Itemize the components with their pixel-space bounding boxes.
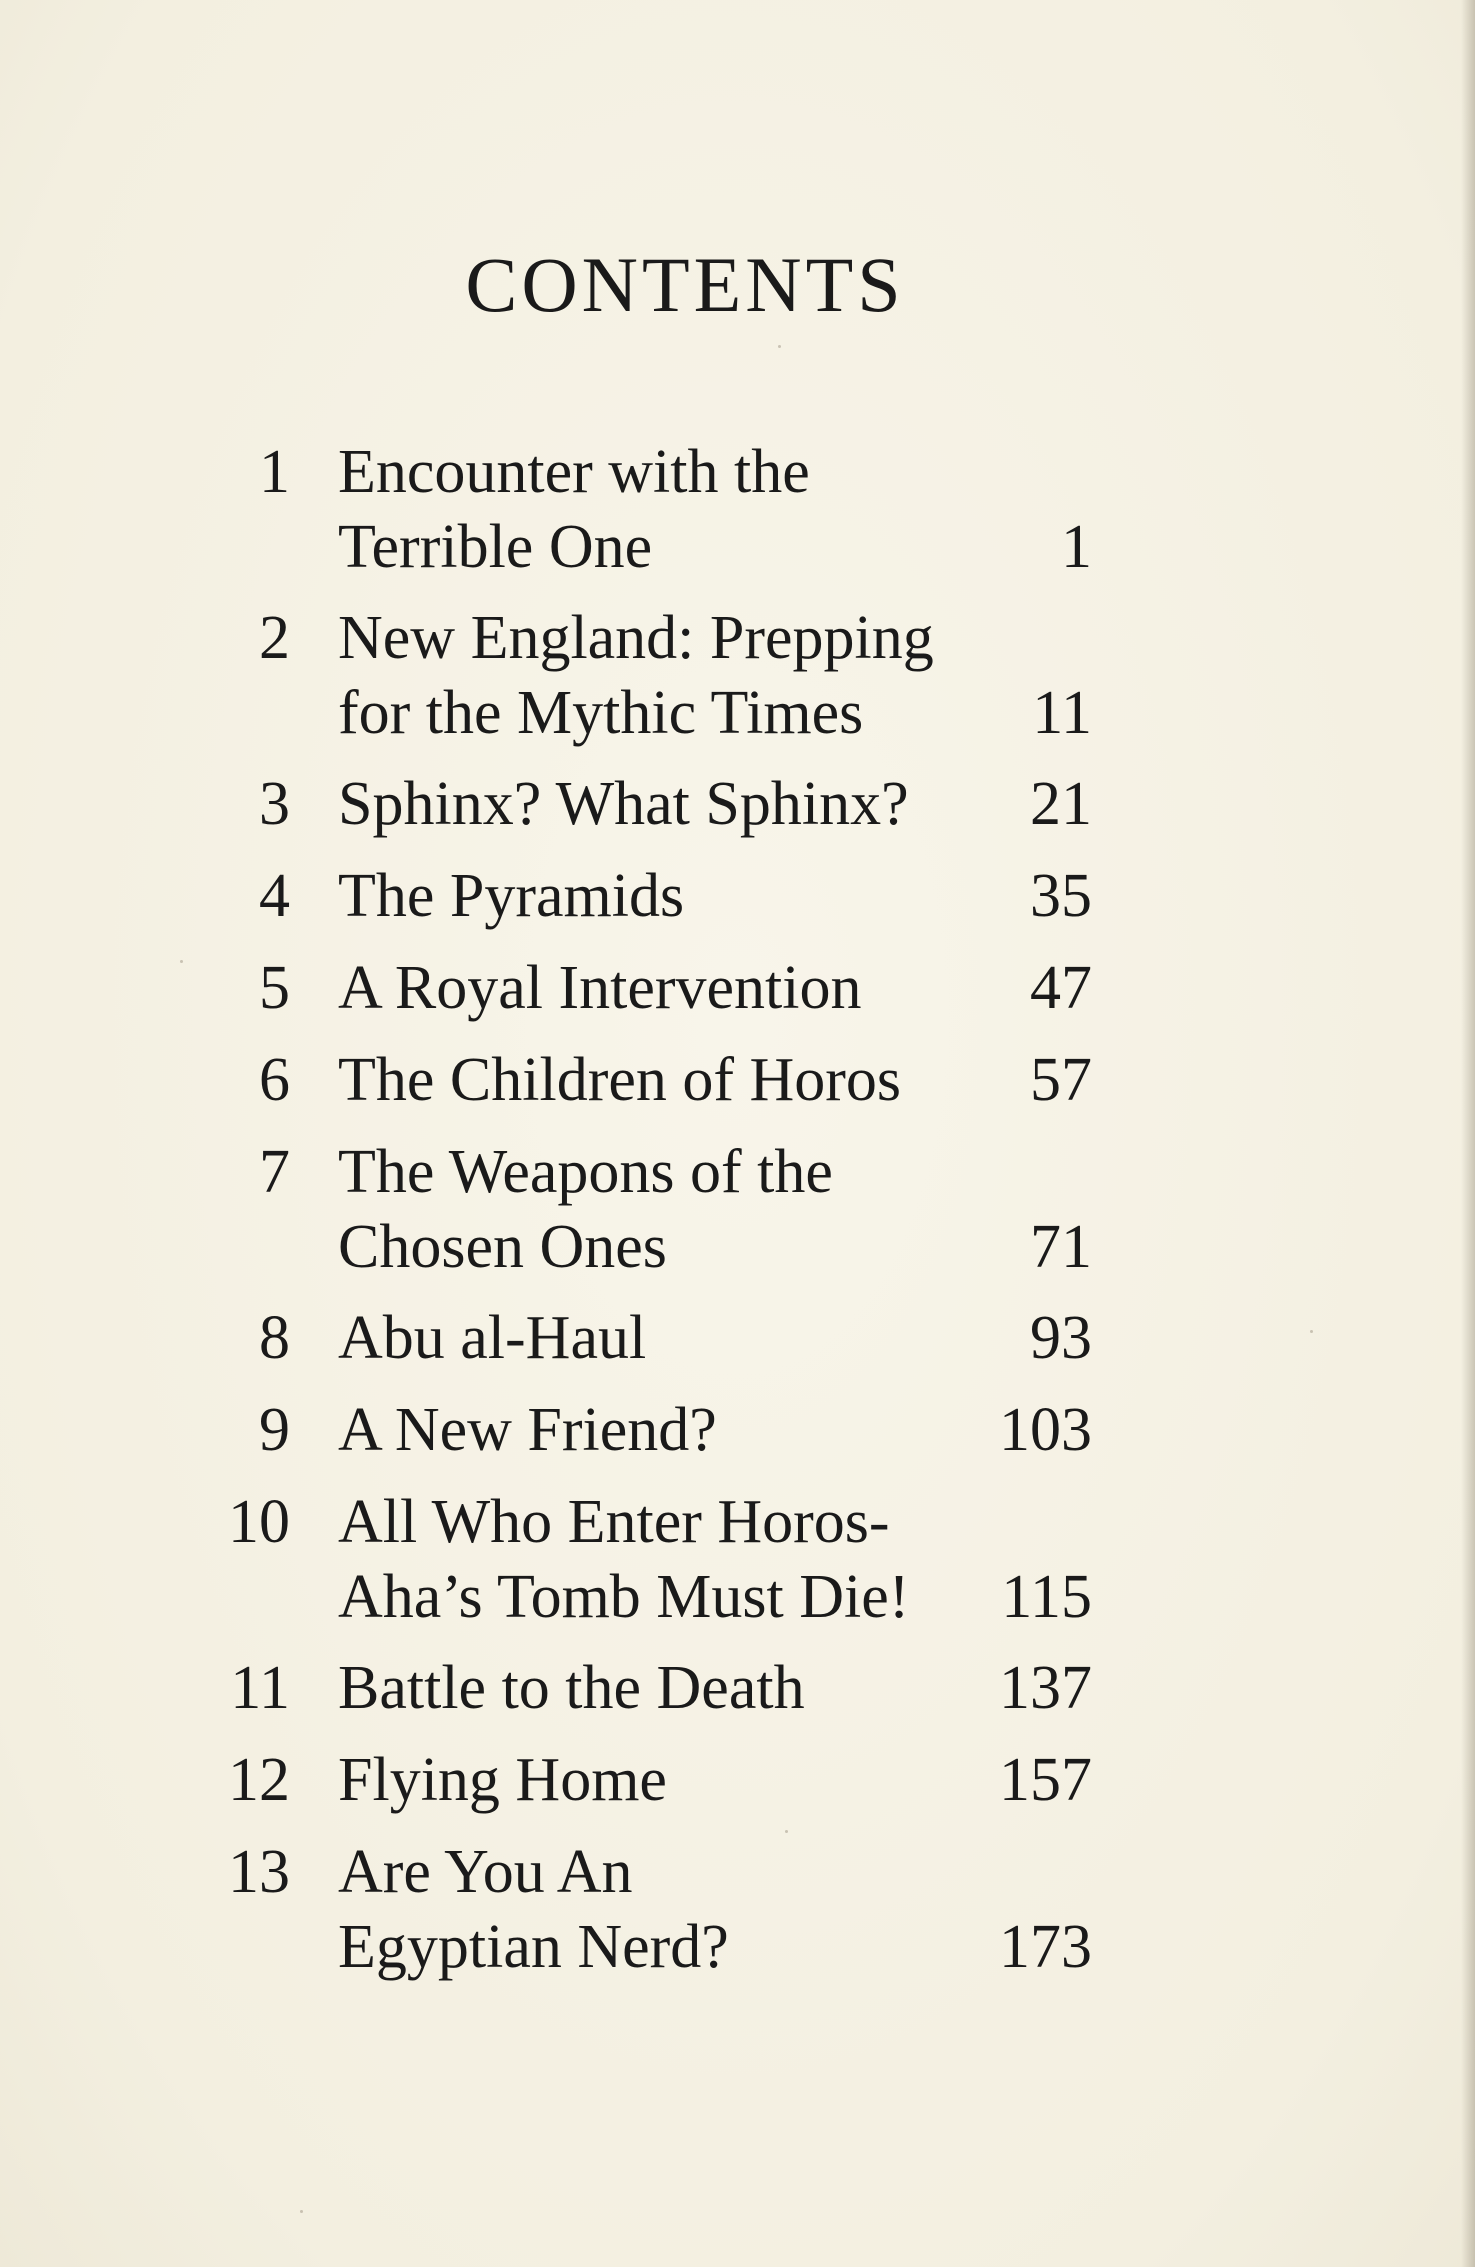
chapter-page-number: 11 <box>1032 679 1092 747</box>
chapter-title: A New Friend? <box>338 1396 717 1464</box>
chapter-page-number: 1 <box>1061 513 1092 581</box>
chapter-page-number: 71 <box>1030 1213 1092 1281</box>
chapter-title-line2: Chosen Ones <box>338 1213 667 1281</box>
chapter-page-number: 35 <box>1030 862 1092 930</box>
chapter-title: A Royal Intervention <box>338 954 862 1022</box>
chapter-page-number: 21 <box>1030 770 1092 838</box>
chapter-title: Battle to the Death <box>338 1654 805 1722</box>
chapter-title: The Pyramids <box>338 862 685 930</box>
chapter-number: 2 <box>259 604 290 672</box>
chapter-title-line1: Encounter with the <box>338 438 810 506</box>
chapter-title-line1: Are You An <box>338 1838 633 1906</box>
page-title: CONTENTS <box>465 241 905 328</box>
chapter-title-line1: New England: Prepping <box>338 604 934 672</box>
chapter-number: 9 <box>259 1396 290 1464</box>
chapter-number: 12 <box>228 1746 290 1814</box>
chapter-page-number: 137 <box>999 1654 1092 1722</box>
chapter-number: 6 <box>259 1046 290 1114</box>
chapter-title-line1: All Who Enter Horos- <box>338 1488 890 1556</box>
chapter-title-line2: Terrible One <box>338 513 653 581</box>
chapter-number: 7 <box>259 1138 290 1206</box>
chapter-number: 3 <box>259 770 290 838</box>
chapter-number: 10 <box>228 1488 290 1556</box>
chapter-page-number: 47 <box>1030 954 1092 1022</box>
chapter-title: Flying Home <box>338 1746 667 1814</box>
chapter-title-line1: The Weapons of the <box>338 1138 833 1206</box>
chapter-number: 8 <box>259 1304 290 1372</box>
chapter-number: 1 <box>259 438 290 506</box>
chapter-title: The Children of Horos <box>338 1046 902 1114</box>
chapter-page-number: 57 <box>1030 1046 1092 1114</box>
chapter-page-number: 157 <box>999 1746 1092 1814</box>
chapter-page-number: 103 <box>999 1396 1092 1464</box>
chapter-title-line2: for the Mythic Times <box>338 679 864 747</box>
chapter-number: 11 <box>230 1654 290 1722</box>
chapter-number: 5 <box>259 954 290 1022</box>
chapter-page-number: 115 <box>1001 1563 1092 1631</box>
chapter-title-line2: Egyptian Nerd? <box>338 1913 729 1981</box>
chapter-number: 13 <box>228 1838 290 1906</box>
chapter-page-number: 93 <box>1030 1304 1092 1372</box>
chapter-title: Sphinx? What Sphinx? <box>338 770 909 838</box>
chapter-page-number: 173 <box>999 1913 1092 1981</box>
chapter-number: 4 <box>259 862 290 930</box>
chapter-title: Abu al-Haul <box>338 1304 647 1372</box>
chapter-title-line2: Aha’s Tomb Must Die! <box>338 1563 910 1631</box>
